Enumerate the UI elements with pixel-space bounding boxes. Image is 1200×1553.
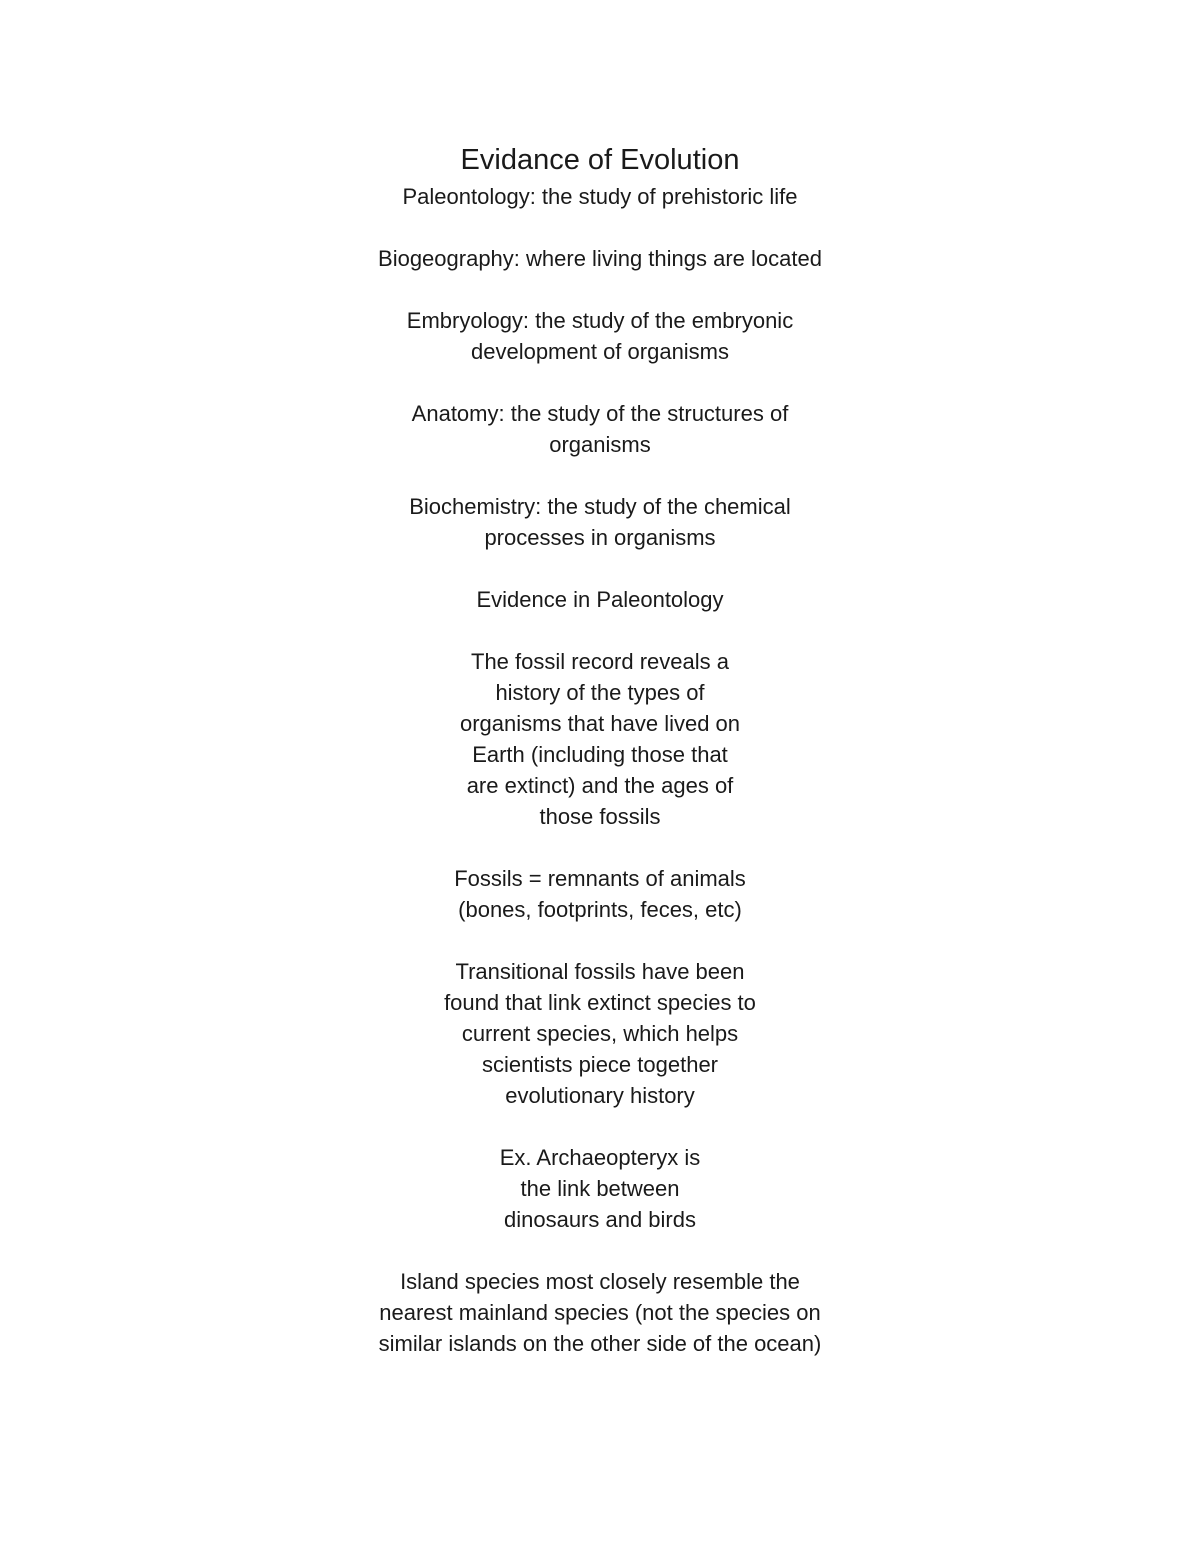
text-line: processes in organisms [484, 525, 716, 550]
text-line: those fossils [539, 804, 661, 829]
text-line: Transitional fossils have been [455, 959, 745, 984]
text-line: nearest mainland species (not the species on [379, 1300, 821, 1325]
text-line: history of the types of [495, 680, 705, 705]
paragraph-fossil-record [0, 646, 1200, 832]
text-line: Biochemistry: the study of the chemical [409, 494, 791, 519]
text-line: are extinct) and the ages of [466, 773, 734, 798]
document-body [0, 181, 1200, 1390]
paragraph-paleontology-definition [0, 181, 1200, 212]
text-line: Biogeography: where living things are located [378, 246, 822, 271]
text-line: scientists piece together [481, 1052, 719, 1077]
document-title: Evidance of Evolution [460, 144, 740, 176]
text-line: (bones, footprints, feces, etc) [458, 897, 742, 922]
paragraph-anatomy-definition [0, 398, 1200, 460]
text-line: Fossils = remnants of animals [454, 866, 746, 891]
text-line: The fossil record reveals a [471, 649, 729, 674]
text-line: current species, which helps [461, 1021, 739, 1046]
text-line: the link between [520, 1176, 680, 1201]
text-line: development of organisms [470, 339, 730, 364]
text-line: Ex. Archaeopteryx is [499, 1145, 701, 1170]
paragraph-island-species [0, 1266, 1200, 1359]
text-line: Embryology: the study of the embryonic [406, 308, 794, 333]
paragraph-fossils-definition [0, 863, 1200, 925]
paragraph-embryology-definition [0, 305, 1200, 367]
text-line: Earth (including those that [472, 742, 728, 767]
paragraph-archaeopteryx-example [0, 1142, 1200, 1235]
paragraph-transitional-fossils [0, 956, 1200, 1111]
text-line: organisms [549, 432, 651, 457]
text-line: Island species most closely resemble the [400, 1269, 800, 1294]
text-line: organisms that have lived on [459, 711, 741, 736]
text-line: found that link extinct species to [444, 990, 756, 1015]
text-line: dinosaurs and birds [503, 1207, 696, 1232]
text-line: Evidence in Paleontology [476, 587, 724, 612]
text-line: evolutionary history [505, 1083, 695, 1108]
paragraph-biochemistry-definition [0, 491, 1200, 553]
paragraph-biogeography-definition [0, 243, 1200, 274]
text-line: Paleontology: the study of prehistoric life [402, 184, 798, 209]
text-line: similar islands on the other side of the ocean) [378, 1331, 822, 1356]
text-line: Anatomy: the study of the structures of [411, 401, 789, 426]
section-heading-paleontology-evidence [0, 584, 1200, 615]
